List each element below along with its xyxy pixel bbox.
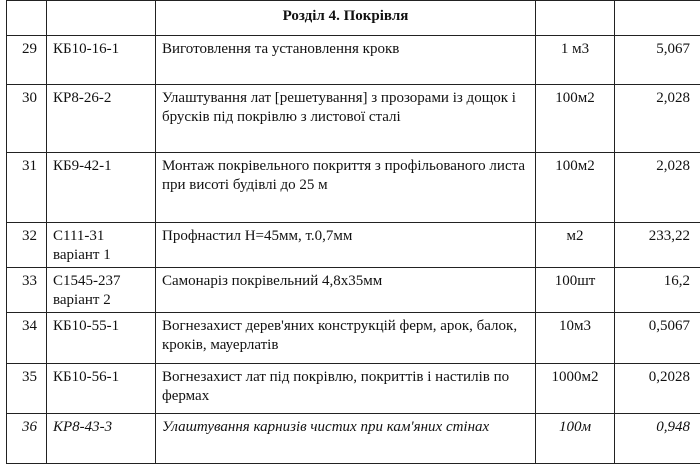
row-unit: м2 [536,223,615,268]
row-unit: 1 м3 [536,36,615,85]
table-row [7,268,700,313]
row-code: КР8-43-3 [47,414,156,464]
row-quantity: 0,948 [615,414,700,464]
row-description: Улаштування лат [решетування] з прозорами із дощок і брусків під покрівлю з листової сталі [156,85,536,153]
row-number: 32 [7,223,47,268]
table-row [7,85,700,153]
empty-cell [47,1,156,36]
row-unit: 1000м2 [536,364,615,414]
row-code: С1545-237 варіант 2 [47,268,156,313]
table-row [7,153,700,223]
row-unit: 10м3 [536,313,615,364]
row-unit: 100м [536,414,615,464]
table-row [7,364,700,414]
row-code: КБ9-42-1 [47,153,156,223]
empty-cell [7,1,47,36]
row-number: 35 [7,364,47,414]
row-number: 36 [7,414,47,464]
row-quantity: 0,5067 [615,313,700,364]
empty-cell [615,1,700,36]
row-description: Виготовлення та установлення крокв [156,36,536,85]
section-title: Розділ 4. Покрівля [156,1,536,36]
table-row [7,36,700,85]
row-quantity: 5,067 [615,36,700,85]
row-code: КБ10-16-1 [47,36,156,85]
row-unit: 100м2 [536,153,615,223]
row-description: Монтаж покрівельного покриття з профільованого листа при висоті будівлі до 25 м [156,153,536,223]
row-unit: 100м2 [536,85,615,153]
row-number: 29 [7,36,47,85]
row-number: 30 [7,85,47,153]
row-number: 34 [7,313,47,364]
section-header-row [7,1,700,36]
estimate-table [6,0,700,464]
table-row [7,313,700,364]
row-quantity: 2,028 [615,153,700,223]
row-description: Вогнезахист лат під покрівлю, покриттів і настилів по фермах [156,364,536,414]
row-code: КБ10-56-1 [47,364,156,414]
row-quantity: 233,22 [615,223,700,268]
row-description: Вогнезахист дерев'яних конструкцій ферм, арок, балок, кроків, мауерлатів [156,313,536,364]
row-code: С111-31 варіант 1 [47,223,156,268]
row-quantity: 0,2028 [615,364,700,414]
row-code: КБ10-55-1 [47,313,156,364]
row-quantity: 16,2 [615,268,700,313]
empty-cell [536,1,615,36]
row-description: Улаштування карнизів чистих при кам'яних стінах [156,414,536,464]
row-description: Профнастил Н=45мм, т.0,7мм [156,223,536,268]
table-row [7,223,700,268]
row-unit: 100шт [536,268,615,313]
row-description: Самонаріз покрівельний 4,8х35мм [156,268,536,313]
table-row [7,414,700,464]
row-number: 31 [7,153,47,223]
row-number: 33 [7,268,47,313]
row-quantity: 2,028 [615,85,700,153]
row-code: КР8-26-2 [47,85,156,153]
